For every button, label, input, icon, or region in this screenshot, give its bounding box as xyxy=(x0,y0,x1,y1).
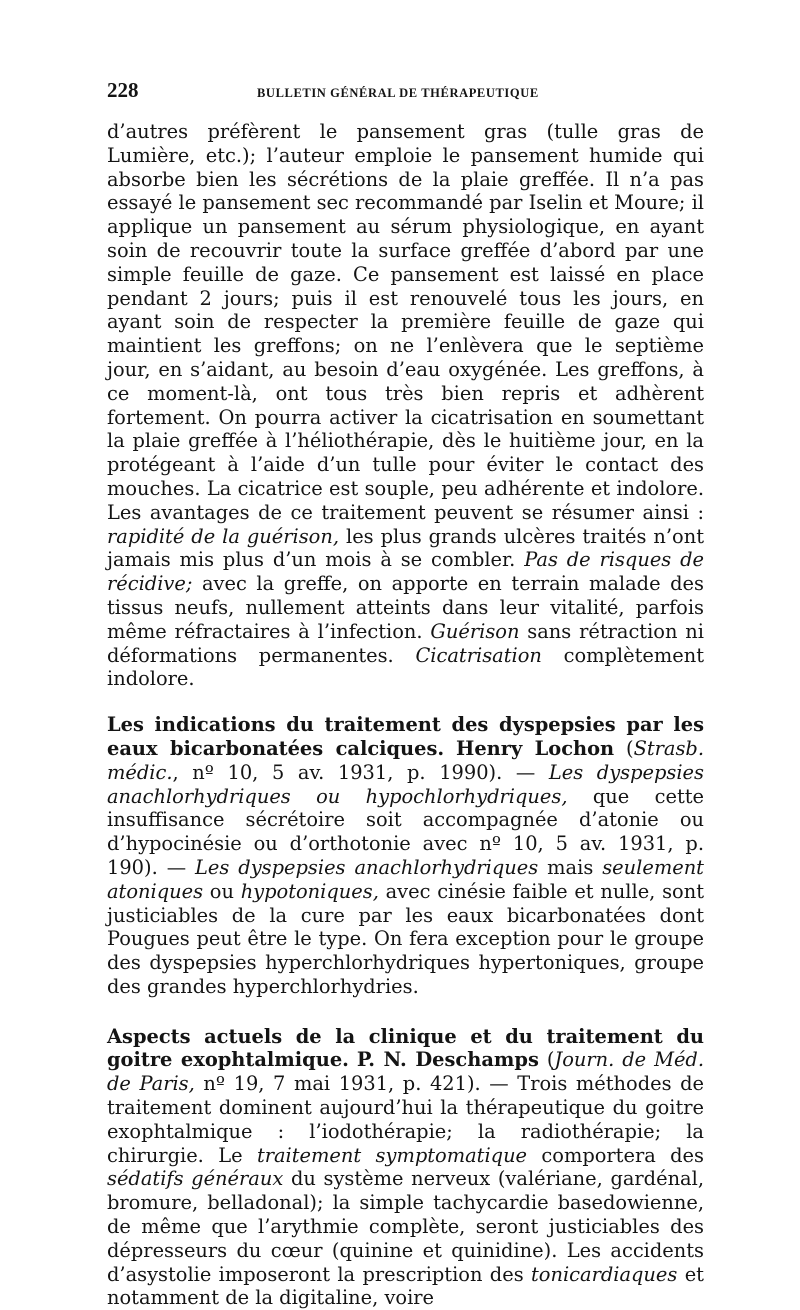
text-span: avec la greffe, on apporte en terrain malade des tissus neufs, nullement atteints dans leur vitalité, parfois même réfractaires à l’infection. xyxy=(107,572,704,643)
abstract-author: P. N. Deschamps xyxy=(356,1048,539,1072)
text-span: , nº 10, 5 av. 1931, p. 1990). — xyxy=(172,760,536,784)
italic-span: Guérison xyxy=(430,619,520,643)
text-span: d’autres préfèrent le pansement gras (tulle gras de Lumière, etc.); l’auteur emploie le pansement humide qui absorbe bien les sécrétions de la plaie greffée. Il n’a pas essayé le pansement sec recommandé par Iselin et Moure; il applique un pansement au sérum physiologique, en ayant soin de recouvrir toute la surface greffée d’abord par une simple feuille de gaze. Ce pansement est laissé en place pendant 2 jours; puis il est renouvelé tous les jours, en ayant soin de respecter la première feuille de gaze qui maintient les greffons; on ne l’enlèvera que le septième jour, en s’aidant, au besoin d’eau oxygénée. Les greffons, à ce moment-là, ont tous très bien repris et adhèrent fortement. On pourra activer la cicatrisation en soumettant la plaie greffée à l’héliothérapie, dès le huitième jour, en la protégeant à l’aide d’un tulle pour éviter le contact des mouches. La cicatrice est souple, peu adhérente et indolore. Les avantages de ce traitement peuvent se résumer ainsi : xyxy=(107,120,705,524)
italic-span: Strasb. médic. xyxy=(107,736,704,784)
text-span: comportera des xyxy=(541,1143,704,1167)
text-span: et notamment de la digitaline, voire xyxy=(107,1262,704,1310)
italic-span: sédatifs généraux xyxy=(107,1167,284,1191)
text-span: ou xyxy=(209,879,234,903)
abstract-author: Henry Lochon xyxy=(456,736,615,760)
abstract-title: Aspects actuels de la clinique et du traitement du goitre exophtalmique. xyxy=(107,1024,704,1072)
text-span: ( xyxy=(546,1048,555,1072)
text-span: sans rétraction ni déformations permanentes. xyxy=(107,619,704,667)
text-span: nº 19, 7 mai 1931, p. 421). — Trois méthodes de traitement dominent aujourd’hui la thérapeutique du goitre exophtalmique : l’iodothérapie; la radiothérapie; la chirurgie. Le xyxy=(107,1072,705,1167)
page-header xyxy=(107,78,704,112)
italic-span: Pas de risques de récidive; xyxy=(107,548,704,596)
running-title: BULLETIN GÉNÉRAL DE THÉRAPEUTIQUE xyxy=(257,86,539,100)
italic-span: Les dyspepsies anachlorhydriques ou hypochlorhydriques, xyxy=(107,760,704,808)
text-span: que cette insuffisance sécrétoire soit accompagnée d’atonie ou d’hypocinésie ou d’orthotonie avec nº 10, 5 av. 1931, p. 190). — xyxy=(107,784,705,879)
italic-span: Cicatrisation xyxy=(415,643,542,667)
italic-span: hypotoniques, xyxy=(240,879,379,903)
abstract-goitre xyxy=(107,1025,704,1310)
italic-span: rapidité de la guérison, xyxy=(107,524,340,548)
text-span: ( xyxy=(625,736,634,760)
abstract-title: Les indications du traitement des dyspepsies par les eaux bicarbonatées calciques. xyxy=(107,713,704,760)
text-span: avec cinésie faible et nulle, sont justiciables de la cure par les eaux bicarbonatées dont Pougues peut être le type. On fera exception pour le groupe des dyspepsies hyperchlorhydriques hypertoniques, groupe des grandes hyperchlorhydries. xyxy=(107,879,704,998)
italic-span: Les dyspepsies anachlorhydriques xyxy=(195,855,539,879)
abstract-dyspepsies xyxy=(107,713,704,999)
text-span: du système nerveux (valériane, gardénal, bromure, belladonal); la simple tachycardie basedowienne, de même que l’arythmie complète, seront justiciables des dépresseurs du cœur (quinine et quinidine). Les accidents d’asystolie imposeront la prescription des xyxy=(107,1167,704,1286)
continuation-paragraph xyxy=(107,120,704,691)
text-span: complètement indolore. xyxy=(107,643,705,691)
italic-span: Journ. de Méd. de Paris, xyxy=(107,1048,704,1096)
italic-span: tonicardiaques xyxy=(531,1262,678,1286)
page-number: 228 xyxy=(107,78,139,102)
text-span: mais xyxy=(547,855,594,879)
text-span: les plus grands ulcères traités n’ont jamais mis plus d’un mois à se combler. xyxy=(107,524,705,572)
italic-span: traitement symptomatique xyxy=(256,1143,528,1167)
italic-span: seulement atoniques xyxy=(107,855,704,903)
